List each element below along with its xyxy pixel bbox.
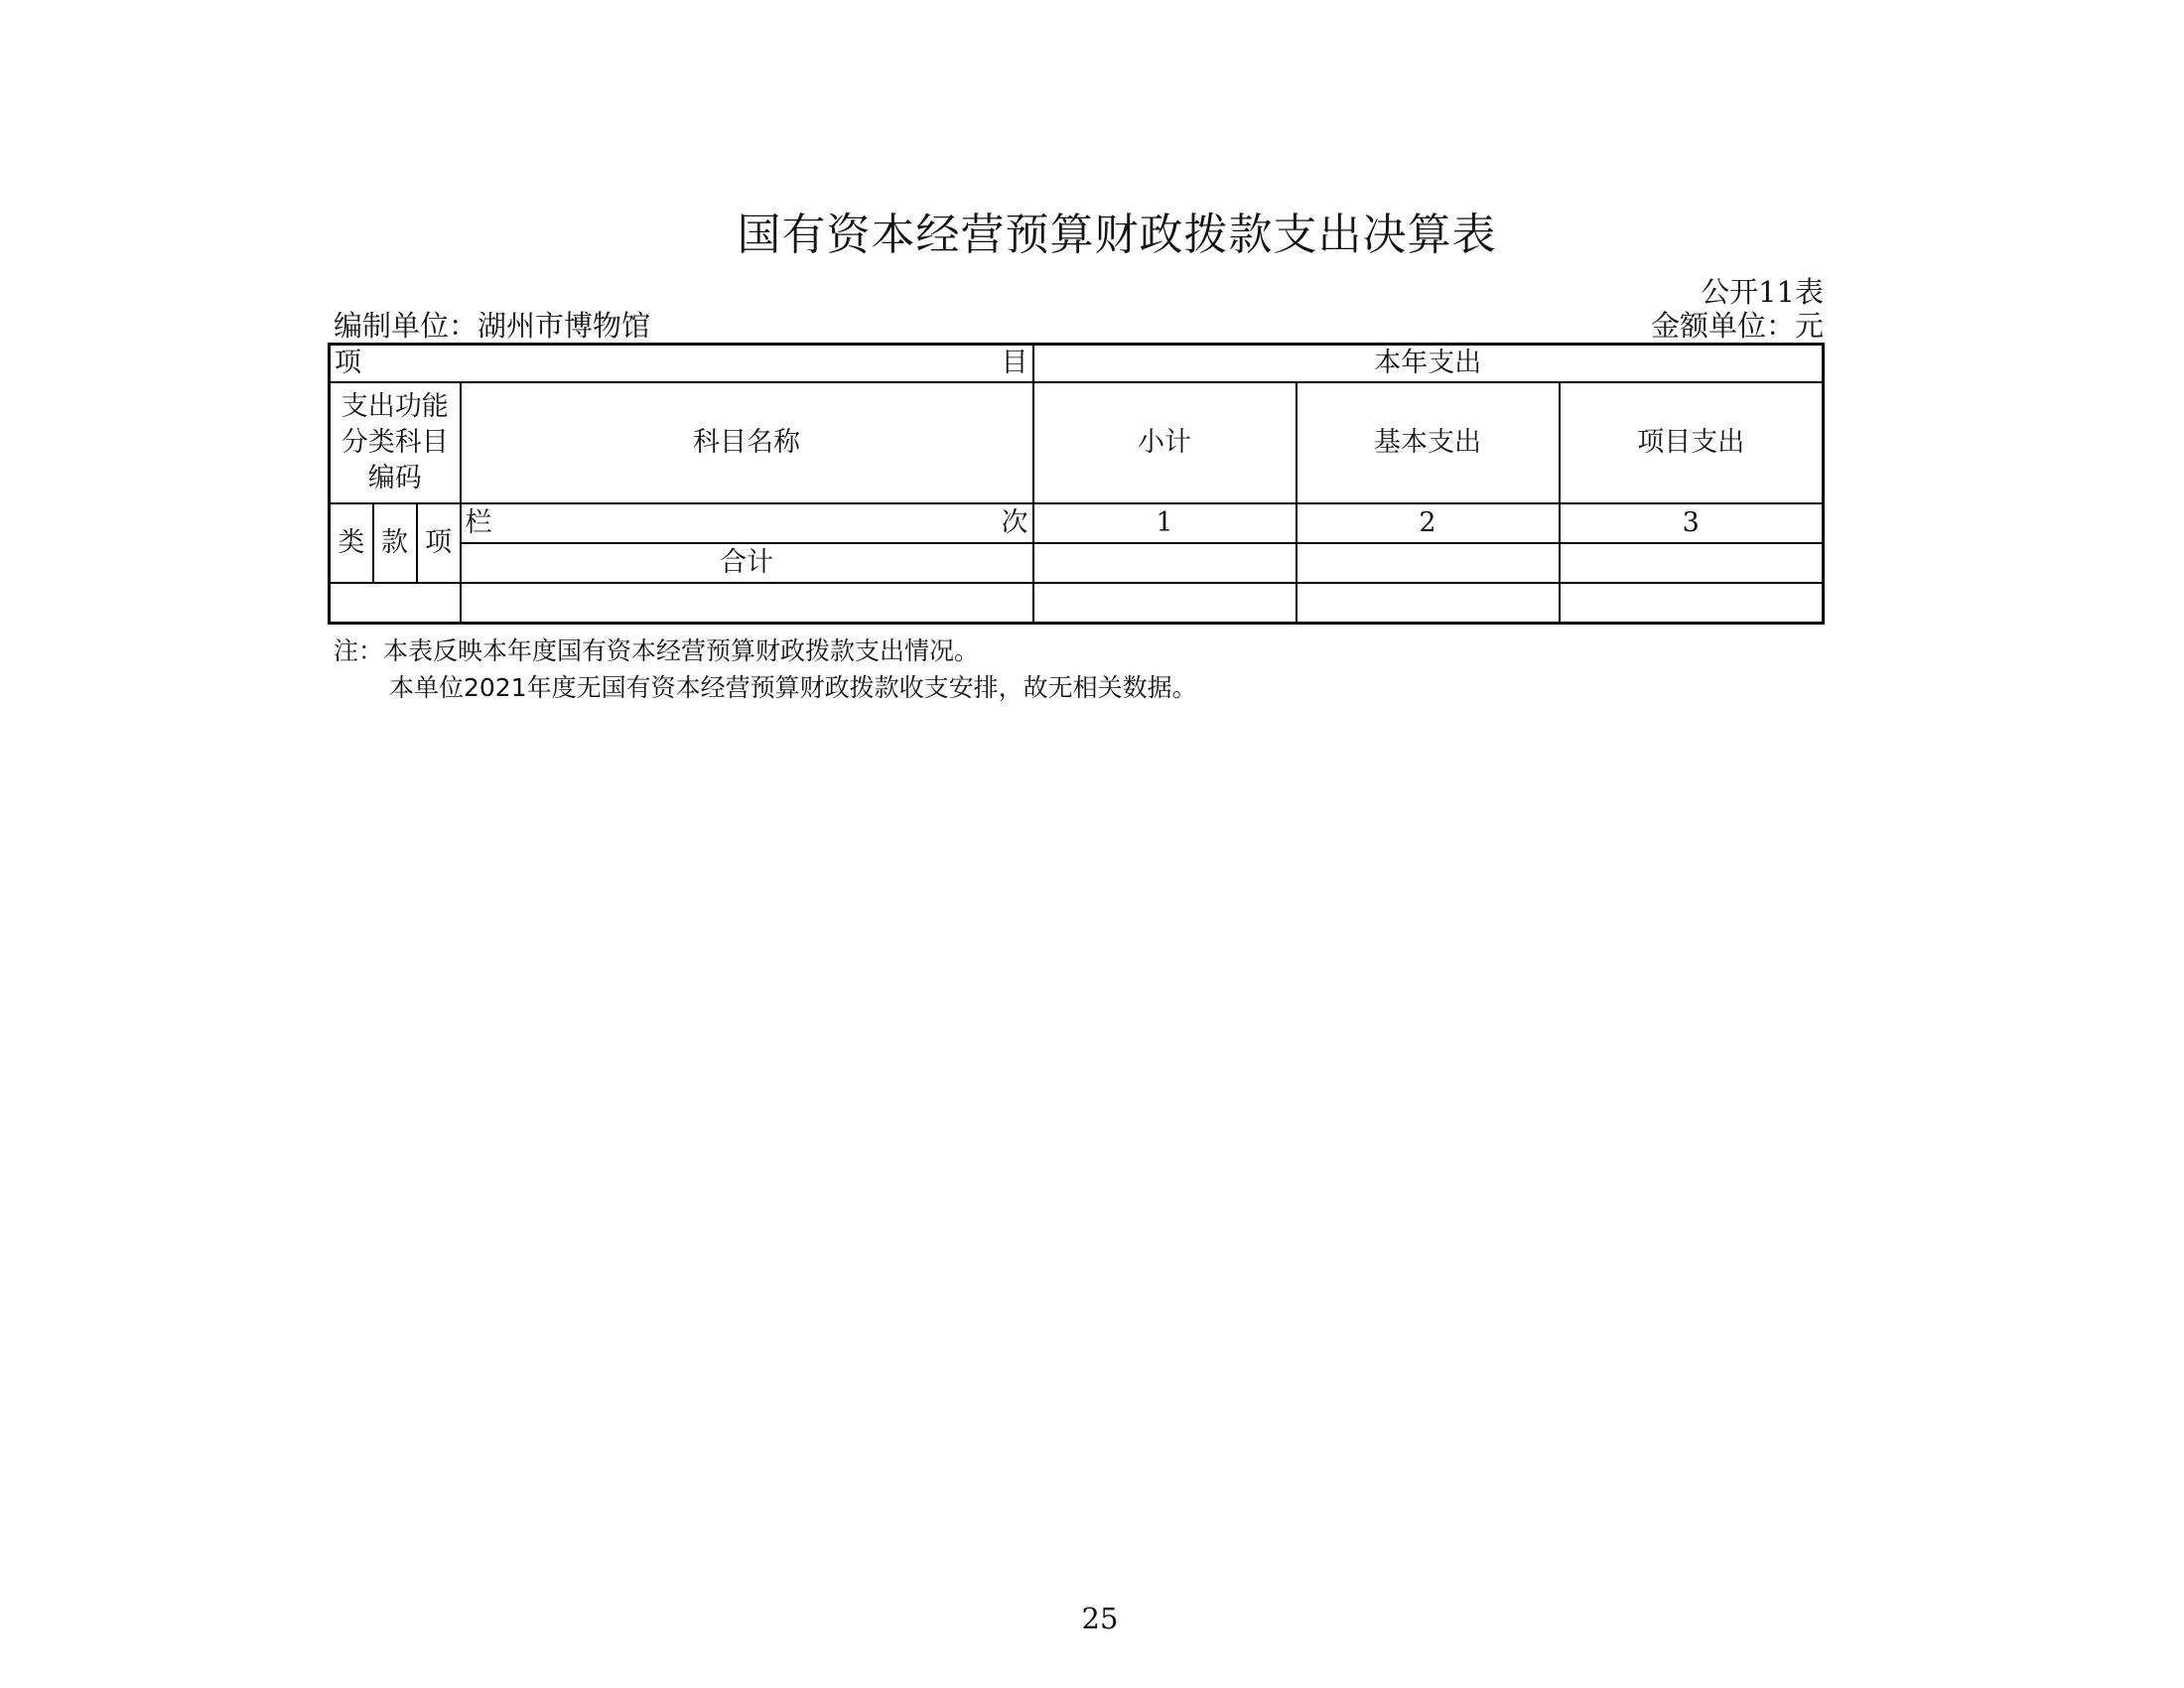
- total-label-cell: 合计: [461, 543, 1033, 583]
- compiler-unit: 编制单位：湖州市博物馆: [334, 309, 651, 343]
- note-line-2: 本单位2021年度无国有资本经营预算财政拨款收支安排，故无相关数据。: [389, 673, 1197, 702]
- code-class-cell: 类: [330, 503, 373, 583]
- column-number-3: 3: [1560, 503, 1824, 543]
- year-expense-header: 本年支出: [1033, 345, 1824, 383]
- note-line-1: 注：本表反映本年度国有资本经营预算财政拨款支出情况。: [334, 636, 980, 665]
- empty-subtotal-cell: [1033, 583, 1297, 623]
- code-section-cell: 款: [373, 503, 417, 583]
- header-row-2: [330, 382, 1824, 503]
- header-row-1: [330, 345, 1824, 383]
- code-header: 支出功能分类科目编码: [330, 382, 461, 503]
- total-basic-cell: [1297, 543, 1560, 583]
- column-number-2: 2: [1297, 503, 1560, 543]
- empty-code-cell: [330, 583, 461, 623]
- column-label-split: [462, 505, 1032, 541]
- column-label-cell: [461, 503, 1033, 543]
- empty-row: [330, 583, 1824, 623]
- project-expense-header: 项目支出: [1560, 382, 1824, 503]
- column-label-right: 次: [1001, 507, 1028, 538]
- currency-unit: 金额单位：元: [1650, 309, 1824, 343]
- total-subtotal-cell: [1033, 543, 1297, 583]
- item-header-split: [331, 346, 1032, 381]
- item-header-right: 目: [1001, 348, 1028, 378]
- subtotal-header: 小计: [1033, 382, 1297, 503]
- item-header-cell: [330, 345, 1033, 383]
- page-title: 国有资本经营预算财政拨款支出决算表: [737, 210, 1497, 260]
- empty-project-cell: [1560, 583, 1824, 623]
- subject-name-header: 科目名称: [461, 382, 1033, 503]
- code-item-cell: 项: [417, 503, 461, 583]
- column-label-left: 栏: [465, 507, 492, 538]
- total-project-cell: [1560, 543, 1824, 583]
- column-number-row: [330, 503, 1824, 543]
- table-number: 公开11表: [1701, 275, 1824, 309]
- empty-basic-cell: [1297, 583, 1560, 623]
- total-row: [330, 543, 1824, 583]
- basic-expense-header: 基本支出: [1297, 382, 1560, 503]
- empty-name-cell: [461, 583, 1033, 623]
- item-header-left: 项: [335, 348, 361, 378]
- expense-table: [328, 343, 1825, 625]
- page-number: 25: [1081, 1602, 1119, 1635]
- column-number-1: 1: [1033, 503, 1297, 543]
